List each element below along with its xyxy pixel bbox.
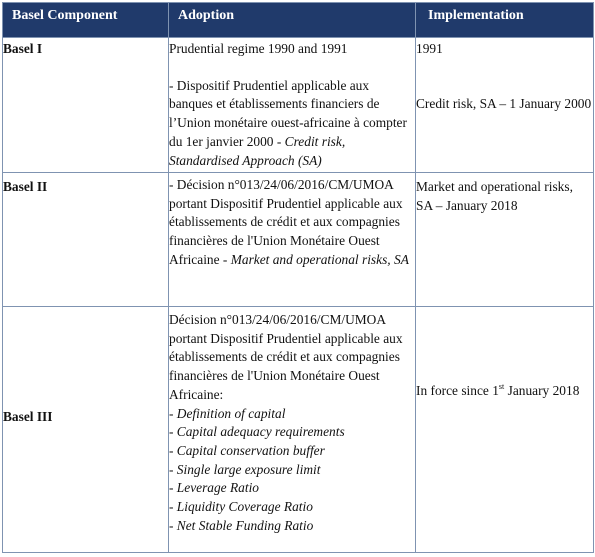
adoption-basel-2: - Décision n°013/24/06/2016/CM/UMOA portant Dispositif Prudentiel applicable aux établissements de crédit et aux compagnies financières de l'Union Monétaire Ouest Africaine - Market and operational risks, SA: [169, 173, 416, 307]
list-item: - Capital adequacy requirements: [169, 424, 345, 440]
list-item: - Liquidity Coverage Ratio: [169, 499, 313, 515]
table-row-basel-2: [3, 173, 594, 307]
adoption-basel-3: [169, 307, 416, 553]
list-item: - Definition of capital: [169, 405, 286, 421]
list-item: - Net Stable Funding Ratio: [169, 517, 314, 533]
adoption-basel-1: [169, 38, 416, 173]
adoption-basel-1-line1: Prudential regime 1990 and 1991: [169, 41, 348, 56]
component-basel-2: Basel II: [3, 173, 169, 307]
header-row: [3, 3, 594, 38]
table-row-basel-1: [3, 38, 594, 173]
implementation-basel-1: [416, 38, 594, 173]
adoption-basel-1-italic: Credit risk, Standardised Approach (SA): [169, 133, 346, 168]
adoption-basel-2-italic: Market and operational risks, SA: [230, 251, 409, 267]
header-basel-component: Basel Component: [3, 3, 169, 38]
implementation-basel-3: In force since 1st January 2018: [416, 307, 594, 553]
adoption-basel-3-paragraph: Décision n°013/24/06/2016/CM/UMOA portant Dispositif Prudentiel applicable aux établissements de crédit et aux compagnies financières de l'Union Monétaire Ouest Africaine:: [169, 312, 403, 402]
list-item: - Capital conservation buffer: [169, 442, 325, 458]
component-basel-1: Basel I: [3, 38, 169, 173]
list-item: - Leverage Ratio: [169, 480, 259, 496]
implementation-basel-1-line1: 1991: [416, 41, 443, 56]
table-row-basel-3: [3, 307, 594, 553]
adoption-basel-1-paragraph: - Dispositif Prudentiel applicable aux banques et établissements financiers de l’Union monétaire ouest-africaine à compter du 1er janvier 2000 - Credit risk, Standardised Approach (SA): [169, 77, 407, 168]
header-implementation: Implementation: [416, 3, 594, 38]
list-item: - Single large exposure limit: [169, 461, 321, 477]
header-adoption: Adoption: [169, 3, 416, 38]
implementation-basel-1-line2: Credit risk, SA – 1 January 2000: [416, 95, 592, 111]
component-basel-3: Basel III: [3, 307, 169, 553]
basel-table: [2, 2, 594, 553]
implementation-basel-2: Market and operational risks, SA – January 2018: [416, 173, 594, 307]
